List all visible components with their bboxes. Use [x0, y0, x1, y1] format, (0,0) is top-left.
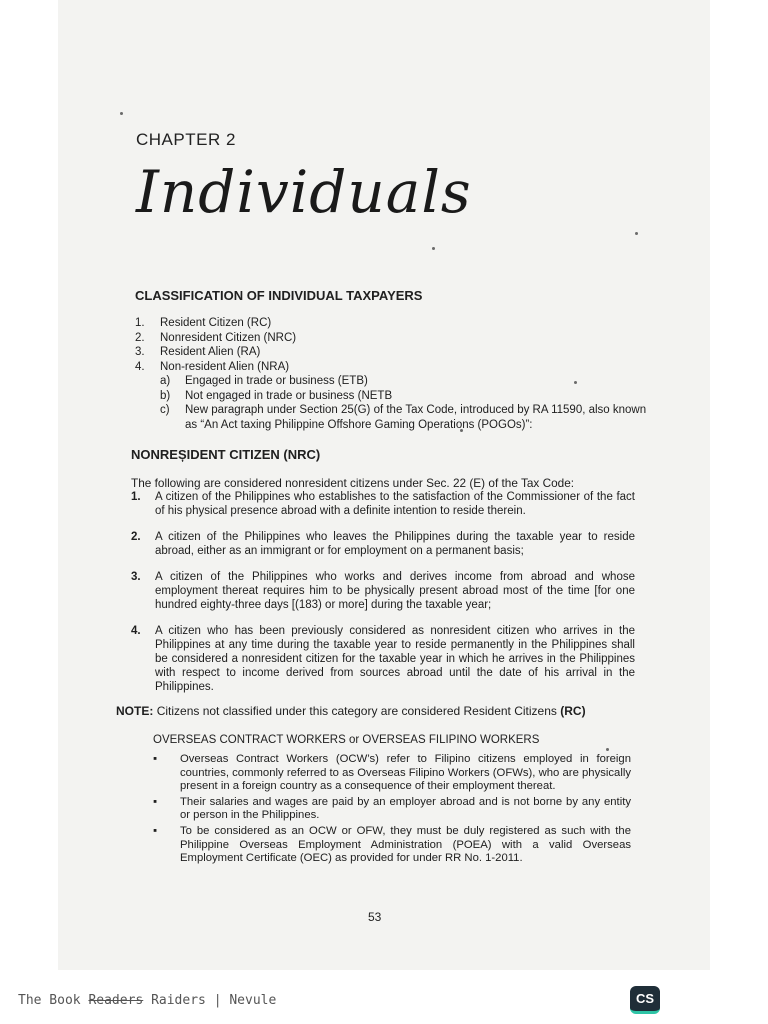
footer-prefix: The Book [18, 993, 89, 1008]
scanned-page [58, 0, 710, 970]
item-text: Resident Citizen (RC) [160, 317, 272, 329]
chapter-label: CHAPTER 2 [136, 130, 236, 149]
badge-text: CS [635, 991, 655, 1006]
list-item [131, 530, 635, 558]
item-text: A citizen of the Philippines who leaves the Philippines during the taxable year to reside abroad, either as an immigrant or for employment on a permanent basis; [155, 531, 635, 557]
nra-sublist [160, 374, 655, 432]
item-letter: a) [160, 375, 171, 387]
bullet-item [153, 796, 631, 823]
note [116, 704, 586, 718]
item-text: Non-resident Alien (NRA) [160, 360, 290, 373]
chapter-title: Individuals [136, 158, 472, 226]
item-text: A citizen who has been previously considered as nonresident citizen who arrives in the Philippines at any time during the taxable year to reside permanently in the Philippines shall be considered a nonresident citizen for the taxable year in which he arrives in the Philippines with respect to income derived from sources abroad until the date of his arrival in the Philippines. [155, 625, 635, 693]
ocw-bullets [153, 753, 631, 868]
bullet-icon: ▪ [153, 753, 158, 765]
footer-suffix: Raiders | Nevule [143, 993, 277, 1008]
bullet-text: Their salaries and wages are paid by an employer abroad and is not borne by any entity or person in the Philippines. [180, 795, 631, 822]
bullet-icon: ▪ [153, 824, 158, 837]
note-label: NOTE: [116, 704, 154, 718]
item-text: Not engaged in trade or business (NETB [185, 389, 393, 402]
bullet-icon: ▪ [153, 795, 158, 808]
item-text: New paragraph under Section 25(G) of the Tax Code, introduced by RA 11590, also known as “An Act taxing Philippine Offshore Gaming Operations (POGOs)”: [185, 404, 647, 431]
footer-struck-text: Readers [88, 993, 144, 1008]
bullet-item [153, 825, 631, 866]
item-text: Nonresident Citizen (NRC) [160, 331, 297, 344]
scan-speck [635, 232, 638, 235]
nrc-intro: The following are considered nonresident citizens under Sec. 22 (E) of the Tax Code: [131, 476, 575, 490]
list-item [131, 624, 635, 694]
item-text: A citizen of the Philippines who establishes to the satisfaction of the Commissioner of the fact of his physical presence abroad with a definite intention to reside therein. [155, 491, 635, 517]
list-item [135, 345, 655, 360]
bullet-text: To be considered as an OCW or OFW, they must be duly registered as such with the Philippine Overseas Employment Administration (POEA) with a valid Overseas Employment Certificate (OEC) as provided for under RR No. 1-2011. [180, 824, 631, 865]
item-letter: c) [160, 404, 170, 416]
item-number: 1. [131, 491, 141, 503]
bullet-item [153, 753, 631, 794]
item-letter: b) [160, 389, 171, 402]
list-item [135, 331, 655, 346]
item-number: 4. [131, 625, 141, 637]
item-number: 2. [131, 531, 141, 543]
sublist-item [160, 403, 655, 432]
item-number: 4. [135, 360, 145, 373]
note-emphasis: (RC) [560, 704, 586, 718]
item-text: Resident Alien (RA) [160, 346, 261, 358]
item-number: 3. [135, 346, 145, 358]
ocw-heading: OVERSEAS CONTRACT WORKERS or OVERSEAS FILIPINO WORKERS [153, 734, 540, 746]
nrc-list [131, 490, 635, 706]
item-number: 2. [135, 331, 145, 344]
item-number: 1. [135, 317, 145, 329]
camscanner-logo-icon [630, 986, 660, 1014]
scan-speck [432, 247, 435, 250]
item-number: 3. [131, 571, 141, 583]
page-number: 53 [368, 910, 382, 924]
sublist-item [160, 374, 655, 389]
sublist-item [160, 389, 655, 404]
list-item [131, 490, 635, 518]
nrc-heading: NONREȘIDENT CITIZEN (NRC) [131, 447, 321, 462]
bullet-text: Overseas Contract Workers (OCW’s) refer to Filipino citizens employed in foreign countries, commonly referred to as Overseas Filipino Workers (OFWs), who are physically present in a foreign country as a consequence of their employment thereat. [180, 753, 631, 793]
footer-credit [18, 993, 276, 1008]
list-item [135, 360, 655, 375]
list-item [131, 570, 635, 612]
classification-heading: CLASSIFICATION OF INDIVIDUAL TAXPAYERS [135, 288, 423, 303]
note-text: Citizens not classified under this category are considered Resident Citizens [156, 704, 557, 718]
item-text: A citizen of the Philippines who works and derives income from abroad and whose employment thereat requires him to be physically present abroad most of the time [for one hundred eighty-three days [(183) or more] during the taxable year; [155, 571, 635, 611]
scan-speck [606, 748, 609, 751]
scan-speck [120, 112, 123, 115]
classification-list [135, 316, 655, 432]
list-item [135, 316, 655, 331]
item-text: Engaged in trade or business (ETB) [185, 375, 368, 387]
